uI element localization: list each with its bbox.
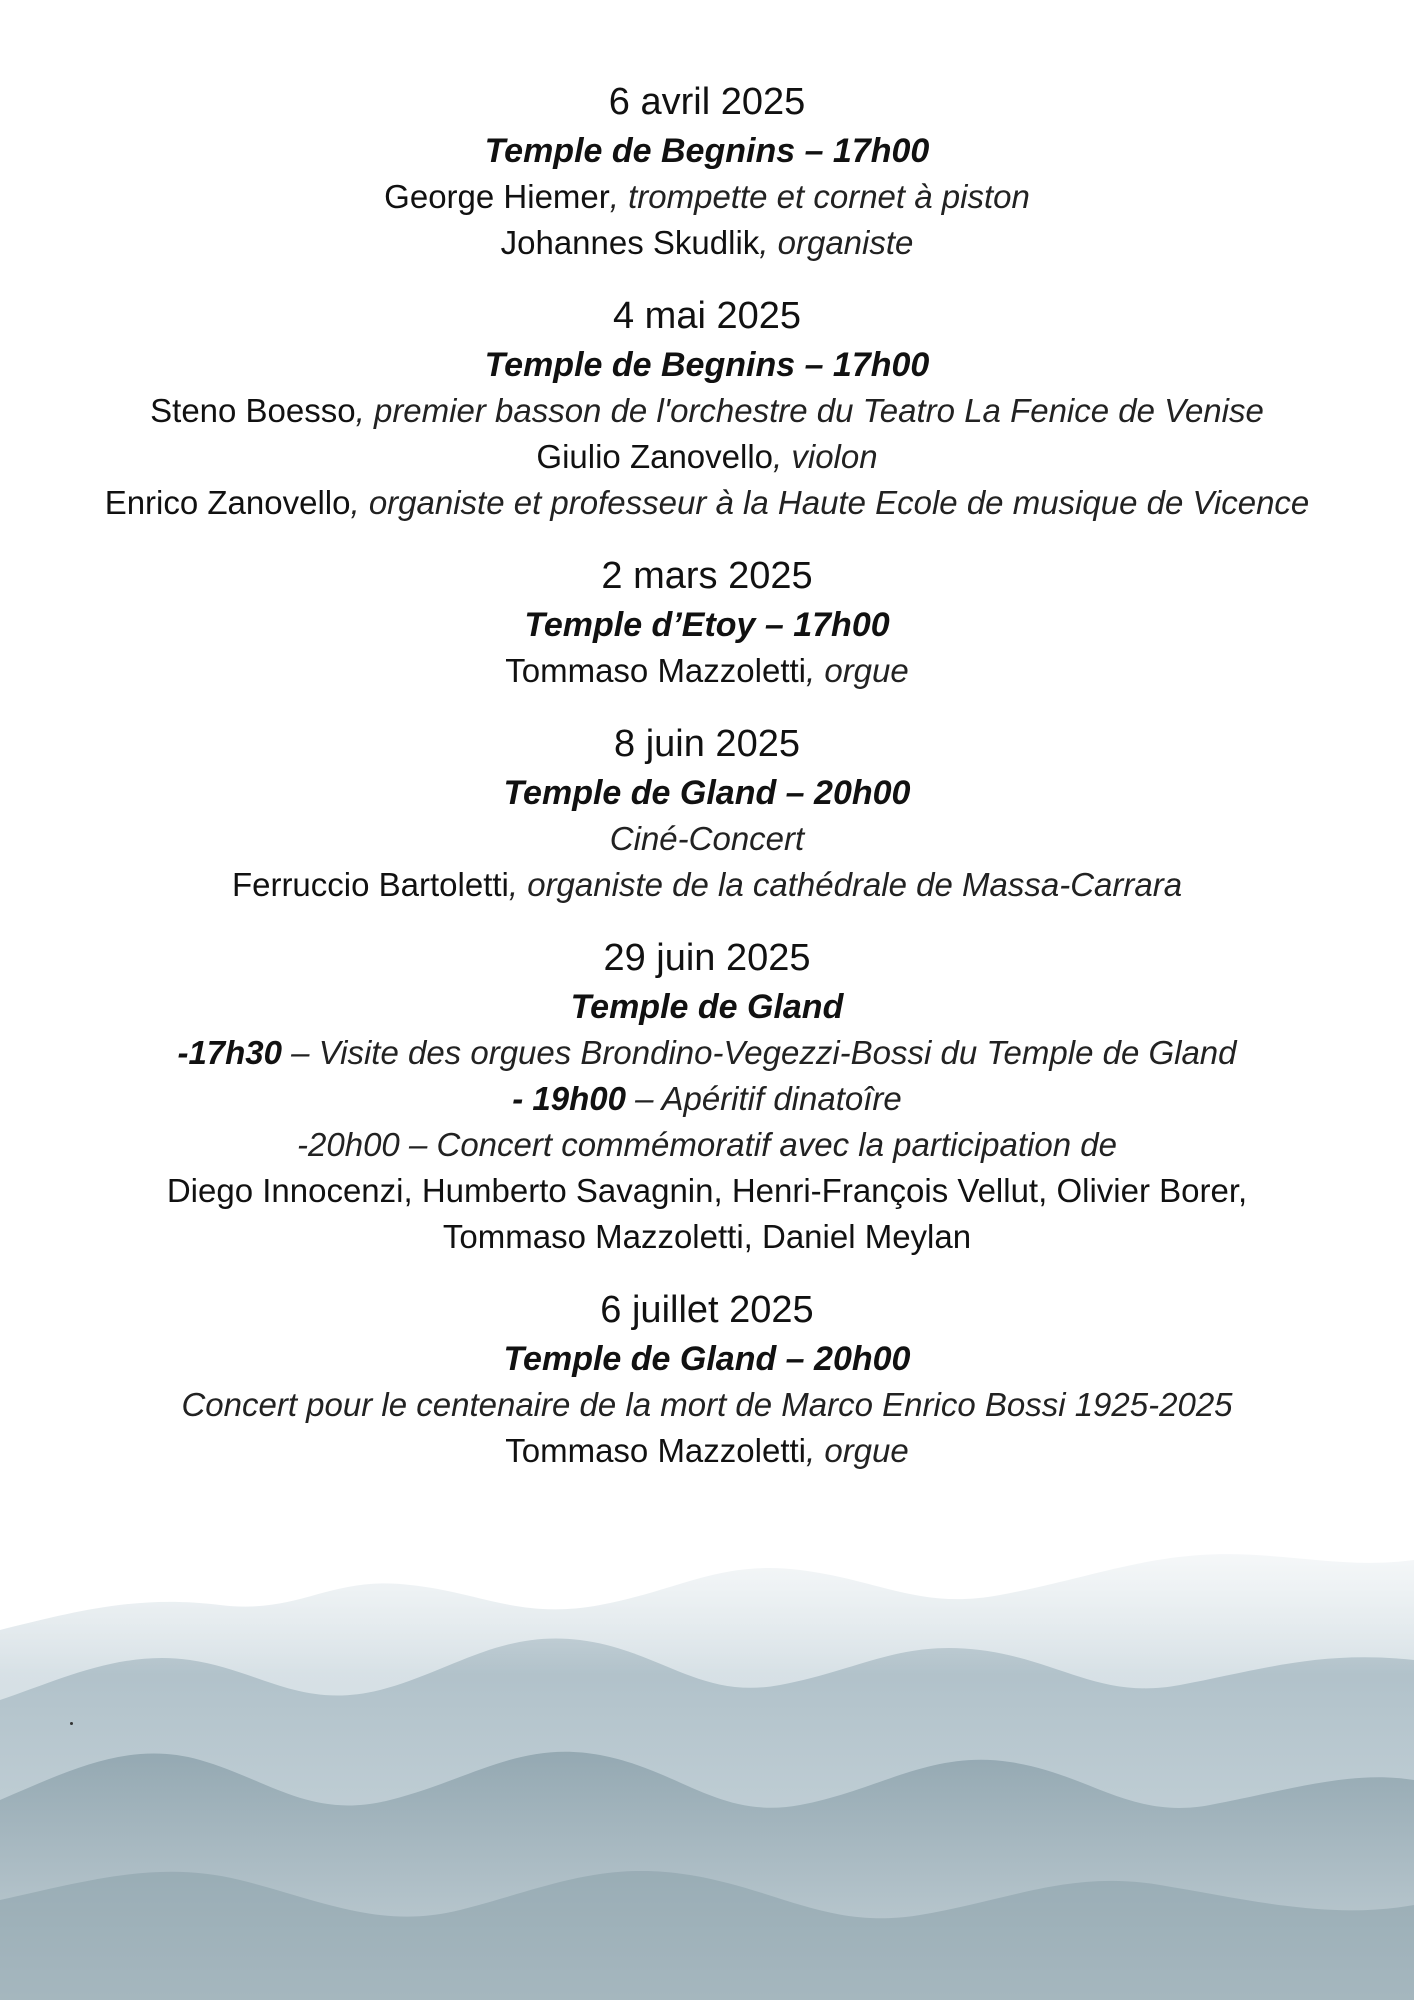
program-time: - 19h00 <box>512 1080 626 1117</box>
program-item <box>60 1076 1354 1122</box>
event-subtitle: Ciné-Concert <box>609 820 805 857</box>
program-time: -17h30 <box>177 1034 283 1071</box>
performer-line <box>60 648 1354 694</box>
performer-line <box>60 862 1354 908</box>
performer-role: , premier basson de l'orchestre du Teatro La Fenice de Venise <box>355 392 1264 429</box>
program-text: – Concert commémoratif avec la participation de <box>399 1126 1117 1163</box>
performer-role: , trompette et cornet à piston <box>609 178 1030 215</box>
performer-role: , organiste <box>759 224 914 261</box>
event-29-juin <box>60 932 1354 1260</box>
event-date: 6 juillet 2025 <box>600 1289 814 1331</box>
performer-role: , organiste et professeur à la Haute Ecole de musique de Vicence <box>350 484 1310 521</box>
performer-role: , violon <box>773 438 878 475</box>
performer-role: , orgue <box>806 652 909 689</box>
performer-line <box>60 434 1354 480</box>
event-6-avril <box>60 76 1354 266</box>
performer-name: Enrico Zanovello <box>104 484 351 521</box>
event-date: 4 mai 2025 <box>612 295 801 337</box>
event-venue: Temple de Gland – 20h00 <box>503 774 911 812</box>
participants-line: Tommaso Mazzoletti, Daniel Meylan <box>442 1218 972 1255</box>
event-venue: Temple de Begnins – 17h00 <box>484 346 930 384</box>
program-text: – Apéritif dinatoîre <box>625 1080 902 1117</box>
performer-role: , organiste de la cathédrale de Massa-Carrara <box>508 866 1183 903</box>
performer-name: Johannes Skudlik <box>500 224 760 261</box>
performer-line <box>60 174 1354 220</box>
performer-name: Ferruccio Bartoletti <box>231 866 509 903</box>
event-subtitle: Concert pour le centenaire de la mort de Marco Enrico Bossi 1925-2025 <box>181 1386 1233 1423</box>
concert-schedule <box>60 76 1354 1498</box>
watercolor-mountains-illustration <box>0 1500 1414 2000</box>
program-item <box>60 1030 1354 1076</box>
program-time: -20h00 <box>297 1126 400 1163</box>
event-venue: Temple d’Etoy – 17h00 <box>524 606 890 644</box>
participants-line: Diego Innocenzi, Humberto Savagnin, Henri-François Vellut, Olivier Borer, <box>166 1172 1248 1209</box>
program-item <box>60 1122 1354 1168</box>
event-venue: Temple de Gland – 20h00 <box>503 1340 911 1378</box>
event-date: 6 avril 2025 <box>608 81 806 123</box>
performer-line <box>60 220 1354 266</box>
event-date: 2 mars 2025 <box>601 555 813 597</box>
performer-role: , orgue <box>806 1432 909 1469</box>
stray-dot <box>70 1722 73 1725</box>
performer-line <box>60 388 1354 434</box>
event-venue: Temple de Begnins – 17h00 <box>484 132 930 170</box>
event-6-juillet <box>60 1284 1354 1474</box>
event-8-juin <box>60 718 1354 908</box>
program-text: – Visite des orgues Brondino-Vegezzi-Bossi du Temple de Gland <box>282 1034 1237 1071</box>
performer-line <box>60 480 1354 526</box>
event-2-mars <box>60 550 1354 694</box>
performer-name: Tommaso Mazzoletti <box>505 1432 806 1469</box>
performer-line <box>60 1428 1354 1474</box>
performer-name: Steno Boesso <box>150 392 356 429</box>
event-venue: Temple de Gland <box>570 988 844 1026</box>
performer-name: Giulio Zanovello <box>536 438 774 475</box>
event-4-mai <box>60 290 1354 526</box>
performer-name: George Hiemer <box>384 178 610 215</box>
performer-name: Tommaso Mazzoletti <box>505 652 806 689</box>
event-date: 29 juin 2025 <box>603 937 811 979</box>
event-date: 8 juin 2025 <box>614 723 800 765</box>
